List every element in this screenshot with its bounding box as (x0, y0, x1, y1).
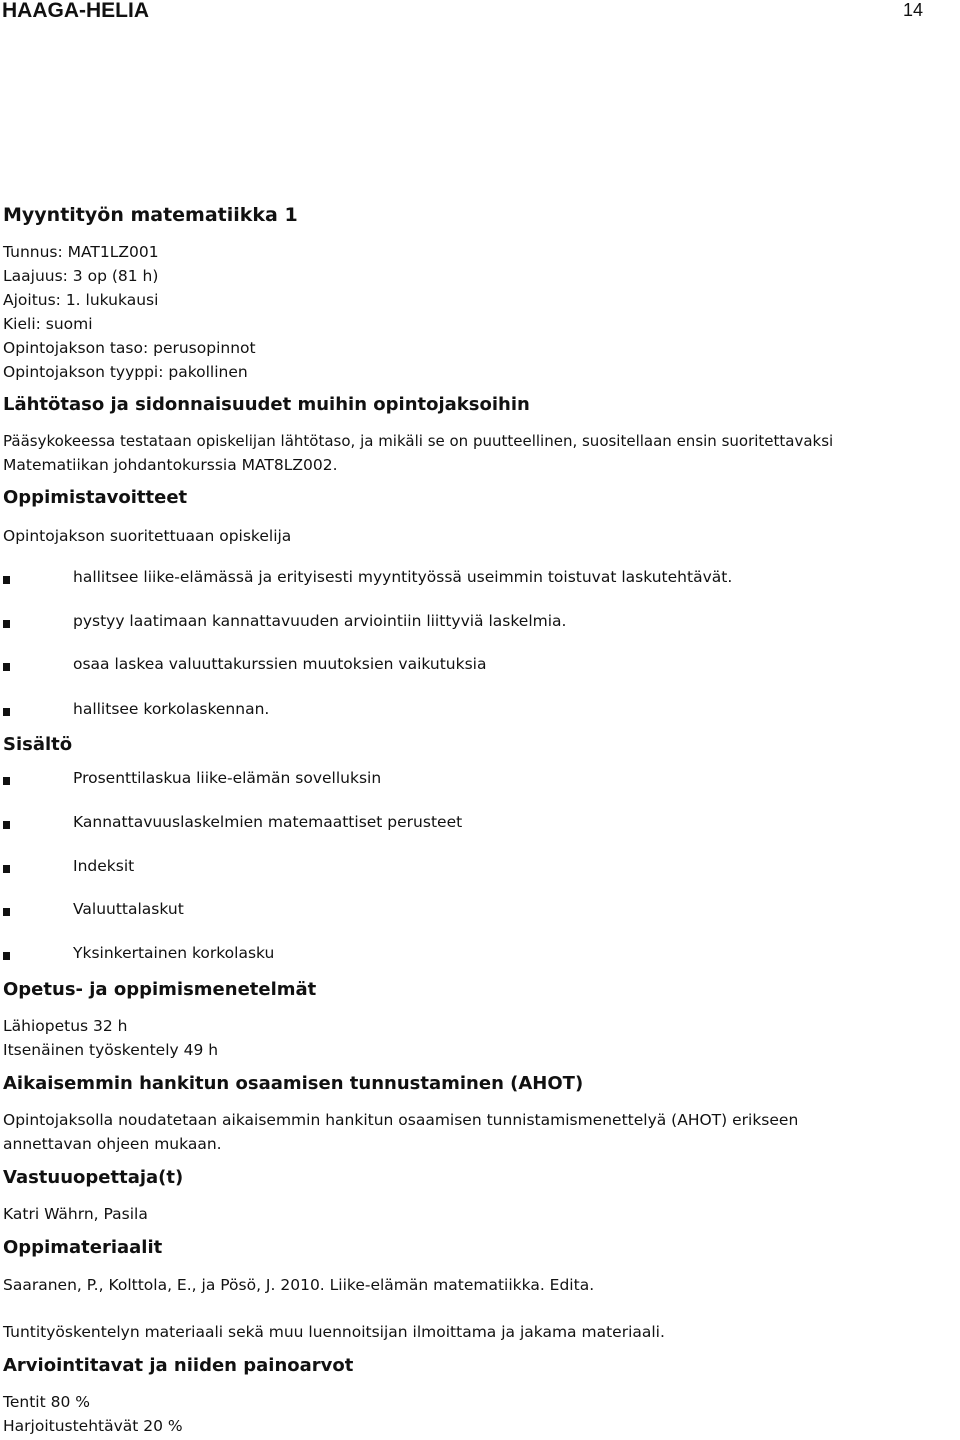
content-heading: Sisältö (3, 734, 73, 755)
list-item (3, 612, 903, 636)
methods-heading: Opetus- ja oppimismenetelmät (3, 979, 317, 1000)
list-item (3, 900, 903, 924)
teacher-name: Katri Währn, Pasila (3, 1205, 148, 1223)
bullet-marker (3, 952, 10, 960)
objective-text: hallitsee liike-elämässä ja erityisesti myyntityössä useimmin toistuvat laskutehtävät. (73, 568, 733, 586)
bullet-marker (3, 865, 10, 873)
materials-other: Tuntityöskentelyn materiaali sekä muu luennoitsijan ilmoittama ja jakama materiaali. (3, 1323, 665, 1341)
prerequisites-line-1: Pääsykokeessa testataan opiskelijan lähtötaso, ja mikäli se on puutteellinen, suositellaan ensin suoritettavaksi (3, 432, 834, 450)
teacher-heading: Vastuuopettaja(t) (3, 1167, 184, 1188)
content-text: Valuuttalaskut (73, 900, 184, 918)
bullet-marker (3, 663, 10, 671)
assessment-exercises: Harjoitustehtävät 20 % (3, 1417, 183, 1435)
course-code: Tunnus: MAT1LZ001 (3, 243, 159, 261)
course-type: Opintojakson tyyppi: pakollinen (3, 363, 248, 381)
ahot-heading: Aikaisemmin hankitun osaamisen tunnustaminen (AHOT) (3, 1073, 584, 1094)
course-scope: Laajuus: 3 op (81 h) (3, 267, 159, 285)
objective-text: pystyy laatimaan kannattavuuden arviointiin liittyviä laskelmia. (73, 612, 567, 630)
materials-book: Saaranen, P., Kolttola, E., ja Pösö, J. 2010. Liike-elämän matematiikka. Edita. (3, 1276, 595, 1294)
content-text: Prosenttilaskua liike-elämän sovelluksin (73, 769, 382, 787)
list-item (3, 568, 903, 592)
list-item (3, 769, 903, 793)
course-level: Opintojakson taso: perusopinnot (3, 339, 256, 357)
assessment-heading: Arviointitavat ja niiden painoarvot (3, 1355, 354, 1376)
materials-heading: Oppimateriaalit (3, 1237, 163, 1258)
brand-name: HAAGA-HELIA (2, 0, 149, 22)
content-text: Yksinkertainen korkolasku (73, 944, 275, 962)
bullet-marker (3, 777, 10, 785)
assessment-exams: Tentit 80 % (3, 1393, 90, 1411)
methods-contact-hours: Lähiopetus 32 h (3, 1017, 128, 1035)
objective-text: hallitsee korkolaskennan. (73, 700, 270, 718)
prerequisites-heading: Lähtötaso ja sidonnaisuudet muihin opintojaksoihin (3, 394, 530, 415)
bullet-marker (3, 708, 10, 716)
course-language: Kieli: suomi (3, 315, 93, 333)
objective-text: osaa laskea valuuttakurssien muutoksien vaikutuksia (73, 655, 487, 673)
page-header (0, 0, 960, 24)
list-item (3, 813, 903, 837)
content-text: Kannattavuuslaskelmien matemaattiset perusteet (73, 813, 463, 831)
bullet-marker (3, 620, 10, 628)
bullet-marker (3, 821, 10, 829)
page-number: 14 (902, 0, 923, 20)
objectives-intro: Opintojakson suoritettuaan opiskelija (3, 527, 292, 545)
course-timing: Ajoitus: 1. lukukausi (3, 291, 159, 309)
course-title: Myyntityön matematiikka 1 (3, 204, 298, 226)
list-item (3, 944, 903, 968)
prerequisites-line-2: Matematiikan johdantokurssia MAT8LZ002. (3, 456, 338, 474)
ahot-line-1: Opintojaksolla noudatetaan aikaisemmin hankitun osaamisen tunnistamismenettelyä (AHOT) erikseen (3, 1111, 799, 1129)
bullet-marker (3, 576, 10, 584)
content-text: Indeksit (73, 857, 135, 875)
objectives-heading: Oppimistavoitteet (3, 487, 188, 508)
list-item (3, 857, 903, 881)
methods-independent-hours: Itsenäinen työskentely 49 h (3, 1041, 219, 1059)
ahot-line-2: annettavan ohjeen mukaan. (3, 1135, 222, 1153)
bullet-marker (3, 908, 10, 916)
list-item (3, 655, 903, 679)
list-item (3, 700, 903, 724)
